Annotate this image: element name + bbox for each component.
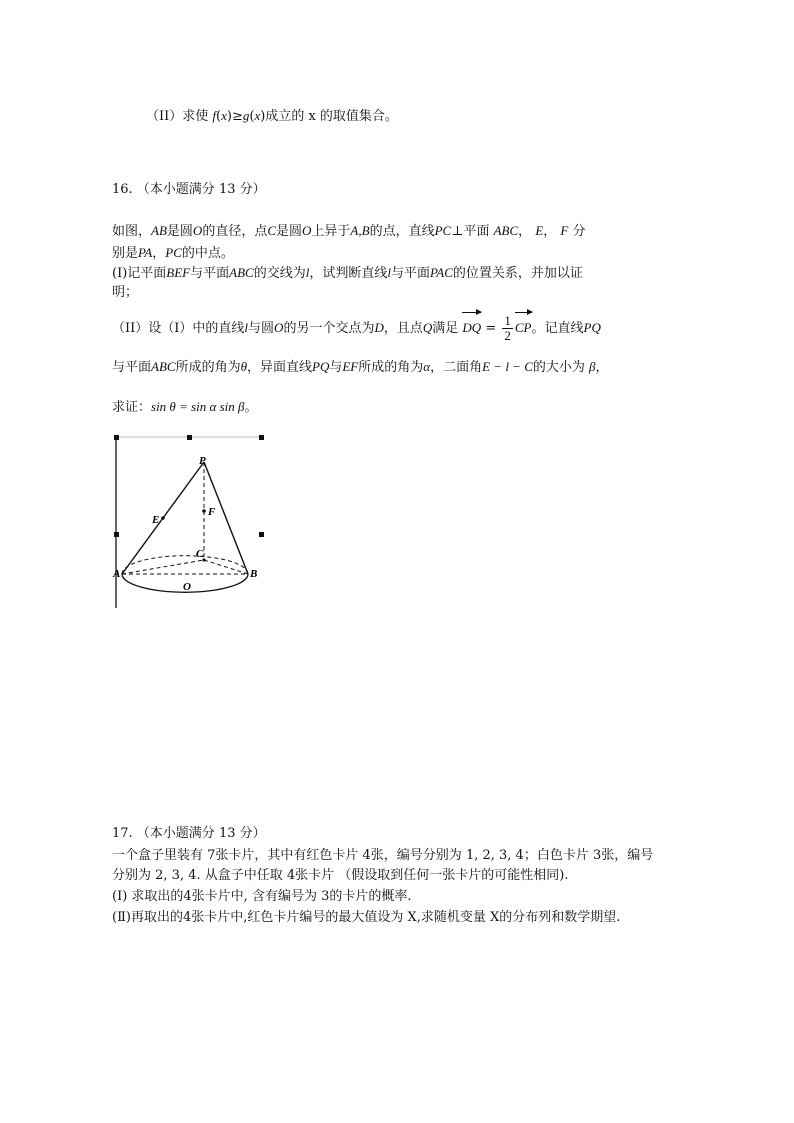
q16-part2-line2: 与平面ABC所成的角为θ，异面直线PQ与EF所成的角为α，二面角E − l − C的大小为 β， [112, 359, 609, 375]
point-e [161, 516, 165, 520]
q17-header: 17. （本小题满分 13 分） [112, 826, 266, 841]
handle-tl [114, 435, 119, 440]
label-a: A [113, 568, 121, 580]
point-f [202, 509, 206, 513]
q17-line4: (Ⅱ)再取出的4张卡片中,红色卡片编号的最大值设为 X,求随机变量 X的分布列和数学期望. [112, 910, 621, 925]
math-f: f [212, 108, 217, 123]
q16-prove: 求证：sin θ = sin α sin β。 [112, 399, 258, 415]
math-g: g [242, 108, 250, 123]
q15-part2: （II）求使 f(x)≥g(x)成立的 x 的取值集合。 [146, 108, 398, 124]
label-p: P [199, 455, 206, 467]
label-e: E [152, 514, 160, 526]
handle-mr [259, 532, 264, 537]
q15-part2-suffix: 成立的 x 的取值集合。 [265, 109, 398, 124]
cone-figure [110, 432, 270, 612]
q16-part1: (I)记平面BEF与平面ABC的交线为l，试判断直线l与平面PAC的位置关系，并加以证 [112, 265, 583, 281]
label-c: C [196, 548, 204, 560]
math-x: x [221, 108, 227, 123]
handle-tm [187, 435, 192, 440]
q16-line2: 别是PA，PC的中点。 [112, 245, 234, 261]
label-o: O [183, 581, 191, 593]
segment-ac [122, 560, 204, 574]
q16-header: 16. （本小题满分 13 分） [112, 182, 266, 197]
label-b: B [250, 568, 258, 580]
q16-line1: 如图，AB是圆O的直径，点C是圆O上异于A,B的点，直线PC⊥平面 ABC， E， F 分 [112, 223, 586, 239]
q17-line2: 分别为 2, 3, 4. 从盒子中任取 4张卡片 （假设取到任何一张卡片的可能性相同). [112, 868, 569, 883]
q17-line1: 一个盒子里装有 7张卡片，其中有红色卡片 4张，编号分别为 1, 2, 3, 4；白色卡片 3张，编号 [112, 848, 654, 863]
math-ge: ≥ [231, 109, 243, 124]
fraction-half: $\frac{1}{2}$ [504, 313, 511, 343]
handle-tr [259, 435, 264, 440]
base-back-arc [122, 556, 248, 574]
q16-part1-cont: 明； [112, 285, 139, 300]
math-x2: x [254, 108, 261, 123]
vector-dq: DQ [462, 315, 481, 341]
vector-cp: CP [515, 315, 532, 341]
handle-ml [114, 532, 119, 537]
q17-line3: (Ⅰ) 求取出的4张卡片中, 含有编号为 3的卡片的概率. [112, 889, 412, 904]
label-f: F [208, 506, 216, 518]
q16-part2: （II）设（I）中的直线l与圆O的另一个交点为D，且点Q满足 DQ = $\frac{1}{2}$ CP。记直线PQ [112, 313, 601, 343]
q15-part2-prefix: （II）求使 [146, 109, 209, 124]
segment-cb [204, 560, 248, 574]
